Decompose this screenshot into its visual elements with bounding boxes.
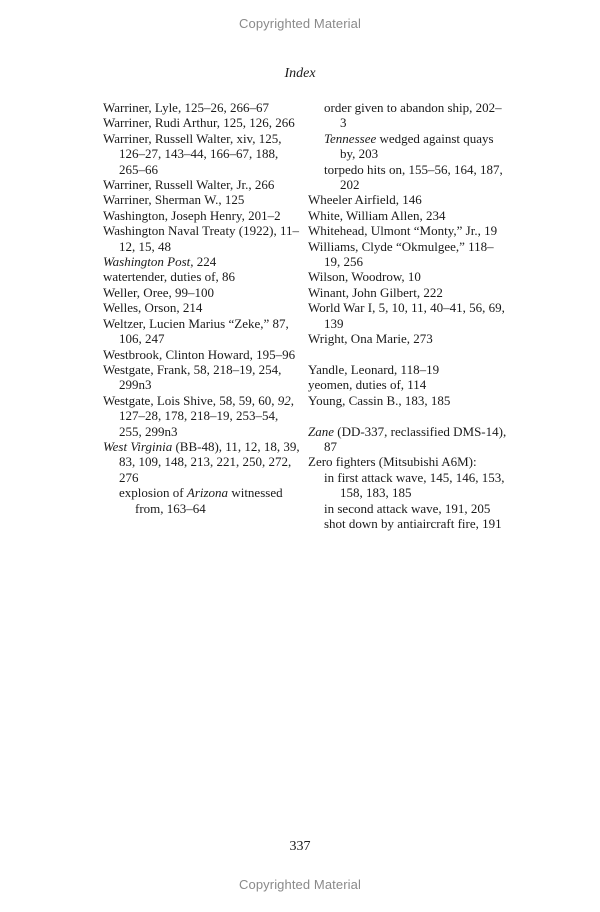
index-entry (308, 300, 508, 331)
index-entry-text: Washington Naval Treaty (1922), 11–12, 15, 48 (103, 223, 299, 254)
index-entry-text: Westgate, Lois Shive, 58, 59, 60, (103, 392, 278, 408)
index-entry (103, 347, 303, 362)
index-subentry (308, 516, 508, 531)
index-entry (308, 424, 508, 455)
index-entry-text: Warriner, Russell Walter, Jr., 266 (103, 177, 275, 193)
index-entry (103, 177, 303, 192)
index-entry (103, 316, 303, 347)
index-entry (308, 362, 508, 377)
index-entry-text: Washington, Joseph Henry, 201–2 (103, 207, 281, 223)
index-entry (103, 100, 303, 115)
index-entry-text: Williams, Clyde “Okmulgee,” 118–19, 256 (308, 238, 494, 270)
index-entry-text: explosion of (119, 485, 187, 501)
index-entry (103, 285, 303, 300)
index-entry-text: yeomen, duties of, 114 (308, 377, 427, 393)
index-subentry (308, 470, 508, 501)
index-entry-text: Westgate, Frank, 58, 218–19, 254, 299n3 (103, 361, 282, 393)
index-subentry (103, 485, 303, 516)
index-entry-text: Zero fighters (Mitsubishi A6M): (308, 454, 477, 470)
index-entry-text: Warriner, Sherman W., 125 (103, 192, 245, 208)
index-entry (103, 254, 303, 269)
index-entry (103, 223, 303, 254)
index-entry-text: Washington Post (103, 254, 191, 270)
index-entry-text: Young, Cassin B., 183, 185 (308, 392, 451, 408)
index-subentry (308, 501, 508, 516)
index-entry (308, 223, 508, 238)
index-entry-text: Wilson, Woodrow, 10 (308, 269, 421, 285)
index-entry-text: Warriner, Rudi Arthur, 125, 126, 266 (103, 115, 295, 131)
index-entry-text: Welles, Orson, 214 (103, 300, 203, 316)
index-subentry (308, 100, 508, 131)
index-entry-text: Whitehead, Ulmont “Monty,” Jr., 19 (308, 223, 498, 239)
index-entry (308, 377, 508, 392)
index-entry (103, 208, 303, 223)
index-entry-text: (DD-337, reclassified DMS-14), 87 (324, 423, 507, 454)
index-entry-text: in second attack wave, 191, 205 (324, 500, 491, 516)
index-entry (308, 331, 508, 346)
index-entry-text: White, William Allen, 234 (308, 207, 446, 223)
index-subentry (308, 131, 508, 162)
index-entry-text: Wright, Ona Marie, 273 (308, 331, 433, 347)
index-entry (308, 192, 508, 207)
index-entry-text: order given to abandon ship, 202–3 (324, 100, 502, 131)
index-entry-text: , 127–28, 178, 218–19, 253–54, 255, 299n3 (119, 392, 295, 439)
index-column-left (103, 100, 303, 516)
index-entry-text: World War I, 5, 10, 11, 40–41, 56, 69, 139 (308, 300, 505, 331)
copyright-watermark-bottom: Copyrighted Material (239, 877, 361, 892)
index-entry (308, 454, 508, 469)
index-entry-text: witnessed from, 163–64 (135, 485, 283, 516)
index-entry-text: Tennessee (324, 130, 377, 146)
index-entry-text: Arizona (186, 485, 229, 501)
running-head: Index (284, 66, 316, 81)
index-entry-text: wedged against quays by, 203 (340, 130, 494, 162)
index-entry (103, 300, 303, 315)
index-entry (103, 393, 303, 439)
index-entry-text: West Virginia (103, 438, 173, 454)
index-entry (308, 239, 508, 270)
index-entry-text: Weller, Oree, 99–100 (103, 284, 215, 300)
index-entry-text: Warriner, Lyle, 125–26, 266–67 (103, 100, 269, 115)
index-entry-text: Wheeler Airfield, 146 (308, 192, 422, 208)
index-entry-text: torpedo hits on, 155–56, 164, 187, 202 (324, 161, 503, 193)
index-entry (103, 269, 303, 284)
index-entry (103, 439, 303, 485)
index-entry (308, 208, 508, 223)
index-entry-text: (BB-48), 11, 12, 18, 39, 83, 109, 148, 213, 221, 250, 272, 276 (119, 438, 300, 485)
index-entry (308, 285, 508, 300)
index-entry-text: Zane (308, 423, 334, 439)
index-entry-text: Warriner, Russell Walter, xiv, 125, 126–27, 143–44, 166–67, 188, 265–66 (103, 130, 282, 177)
index-entry-text: shot down by antiaircraft fire, 191 (324, 515, 502, 531)
index-entry-text: Winant, John Gilbert, 222 (308, 284, 443, 300)
index-entry-text: in first attack wave, 145, 146, 153, 158, 183, 185 (324, 469, 505, 501)
index-entry-text: watertender, duties of, 86 (103, 269, 235, 285)
index-entry (103, 362, 303, 393)
index-entry-text: Weltzer, Lucien Marius “Zeke,” 87, 106, 247 (103, 315, 289, 347)
index-entry-text: Westbrook, Clinton Howard, 195–96 (103, 346, 296, 362)
index-entry-text: , 224 (190, 254, 217, 270)
index-column-right (308, 100, 508, 531)
index-entry (103, 115, 303, 130)
index-entry (308, 269, 508, 284)
index-entry (103, 131, 303, 177)
index-subentry (308, 162, 508, 193)
page-number: 337 (289, 839, 311, 854)
index-entry-text: 92 (277, 392, 291, 408)
index-entry (103, 192, 303, 207)
index-entry (308, 393, 508, 408)
index-entry-text: Yandle, Leonard, 118–19 (308, 361, 440, 377)
copyright-watermark-top: Copyrighted Material (239, 16, 361, 31)
